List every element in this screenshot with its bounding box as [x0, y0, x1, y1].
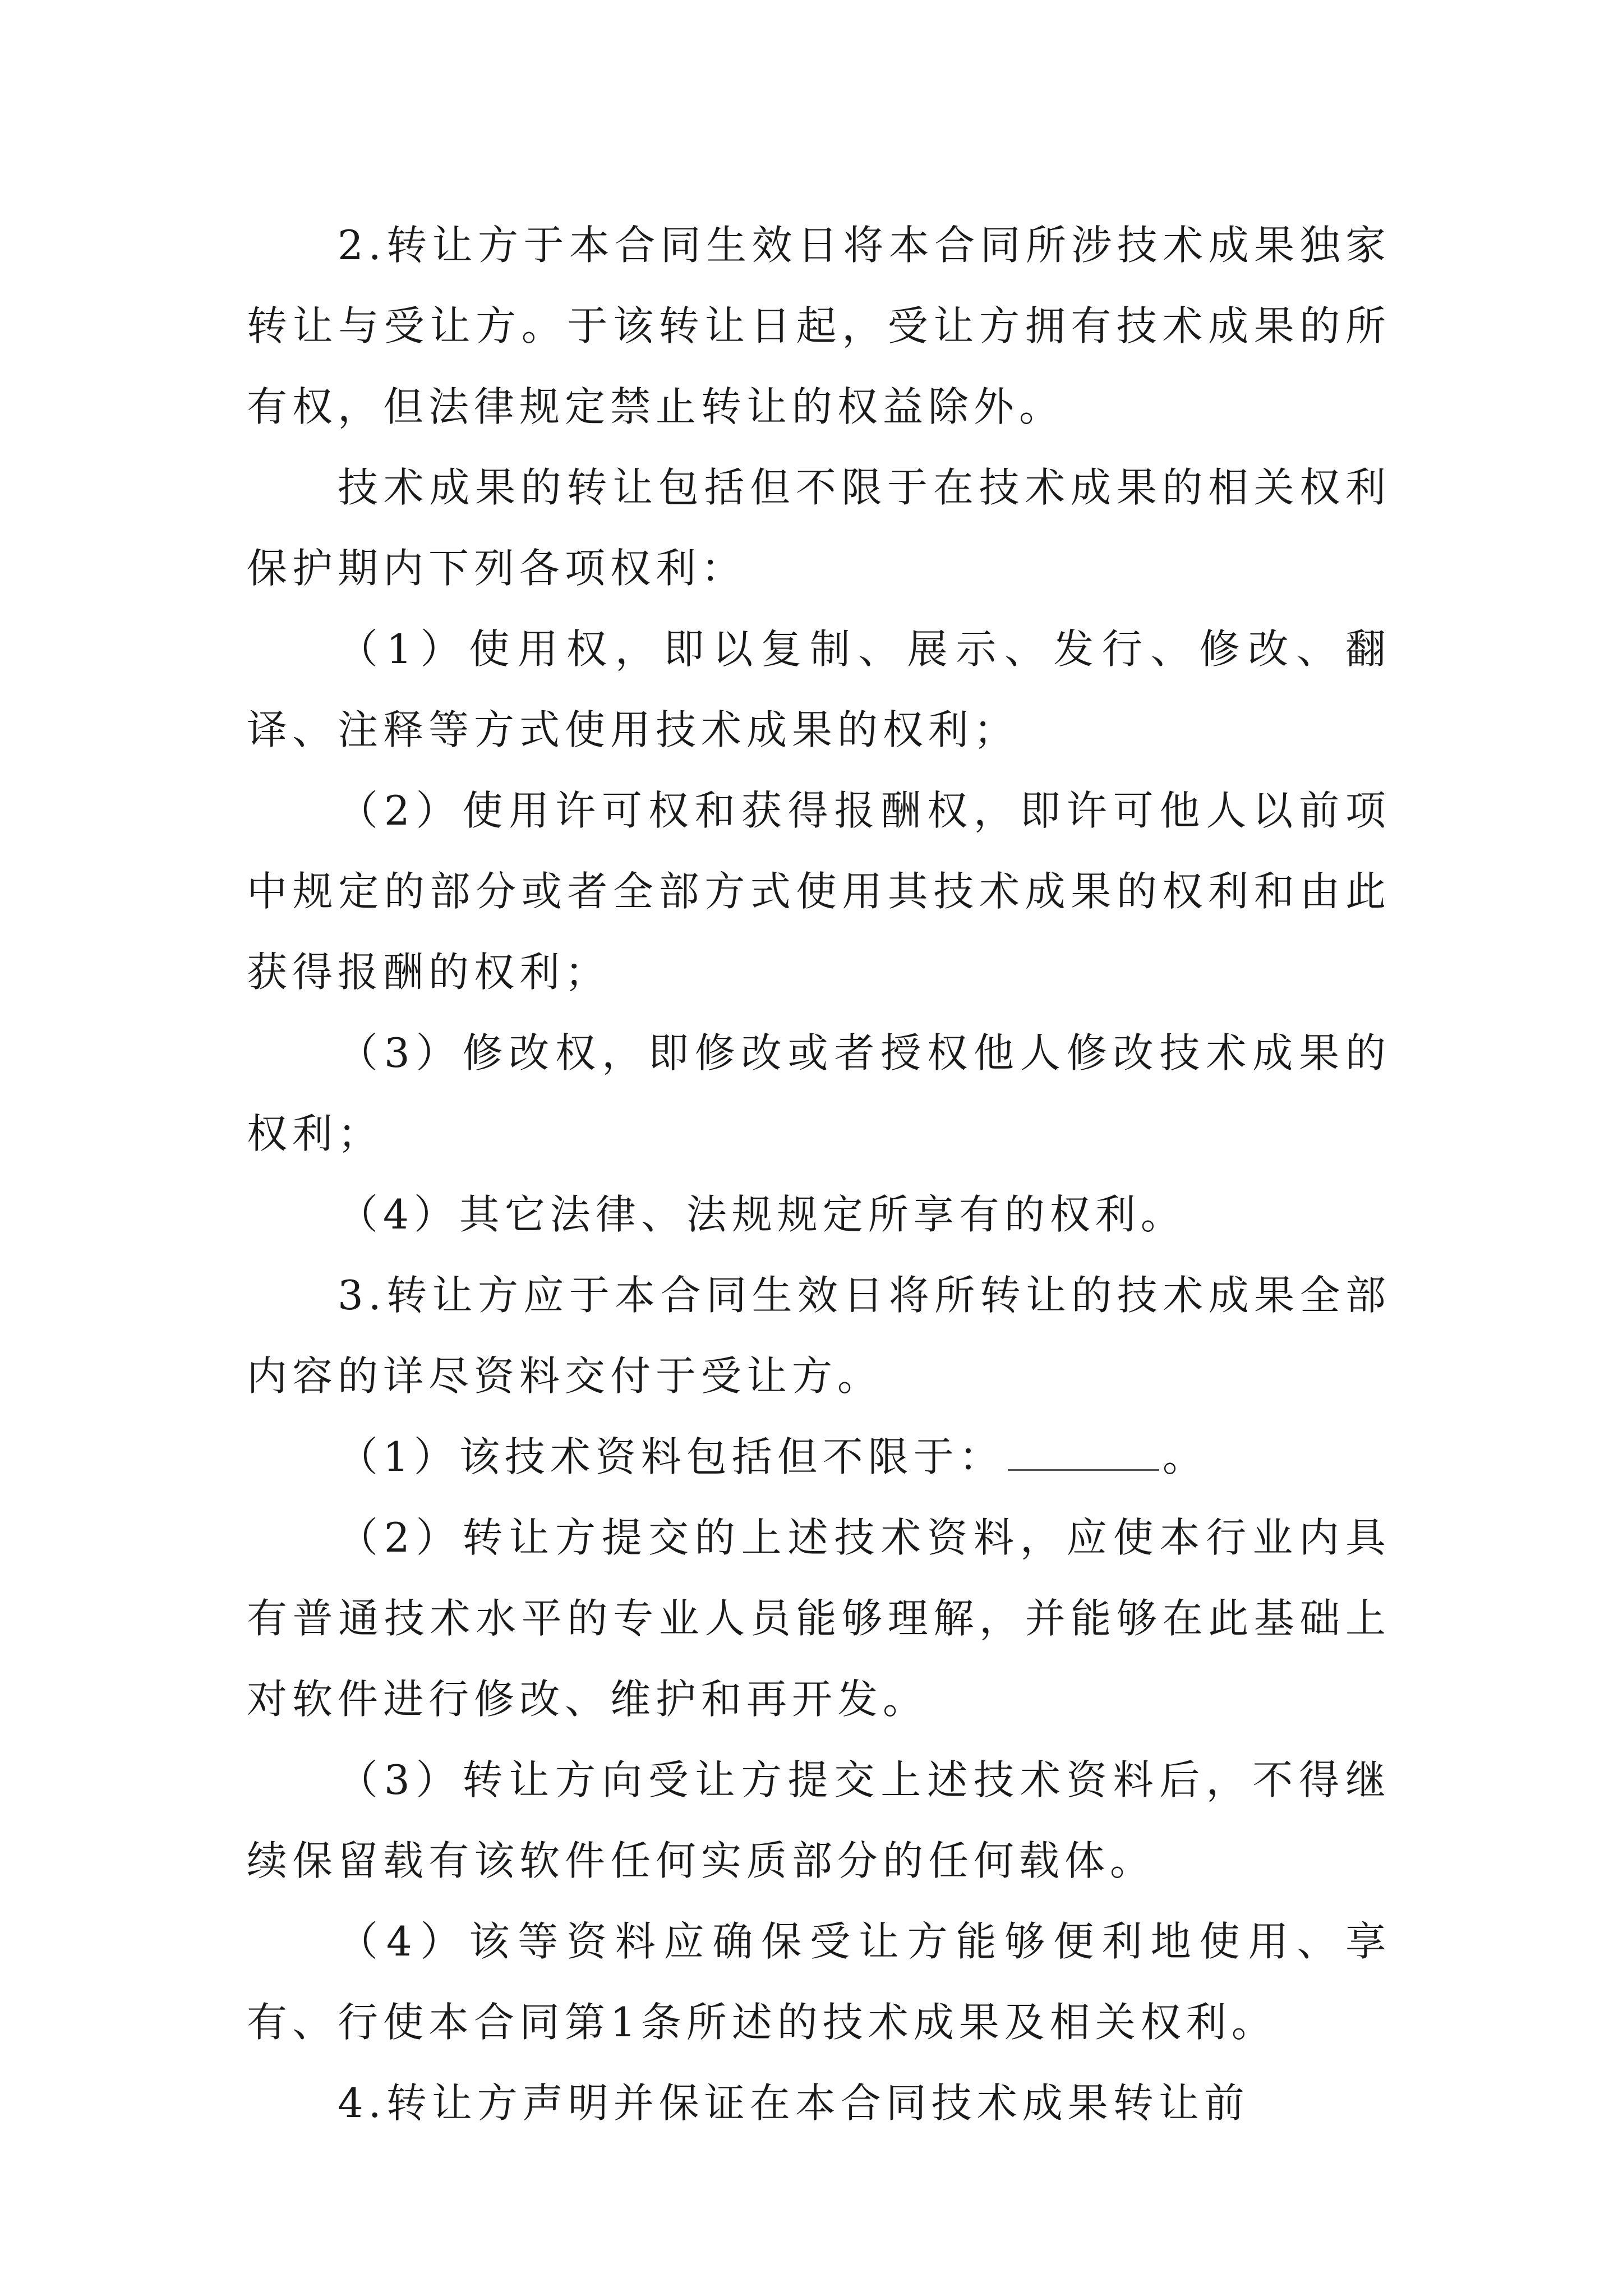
right-item-1: （1）使用权，即以复制、展示、发行、修改、翻译、注释等方式使用技术成果的权利；	[247, 625, 1391, 753]
materials-item-1-end: 。	[1162, 1433, 1208, 1480]
clause-3-paragraph: 3.转让方应于本合同生效日将所转让的技术成果全部内容的详尽资料交付于受让方。	[247, 1272, 1391, 1400]
right-item-4: （4）其它法律、法规规定所享有的权利。	[338, 1191, 1186, 1238]
contract-body	[247, 205, 1391, 2143]
right-item-3: （3）修改权，即修改或者授权他人修改技术成果的权利；	[247, 1029, 1391, 1157]
materials-item-1-text: （1）该技术资料包括但不限于：	[338, 1433, 1004, 1480]
fill-in-blank[interactable]	[1008, 1435, 1159, 1471]
right-item-2: （2）使用许可权和获得报酬权，即许可他人以前项中规定的部分或者全部方式使用其技术成果的权利和由此获得报酬的权利；	[247, 787, 1391, 996]
materials-item-4: （4）该等资料应确保受让方能够便利地使用、享有、行使本合同第1条所述的技术成果及相关权利。	[247, 1918, 1391, 2046]
rights-intro-paragraph: 技术成果的转让包括但不限于在技术成果的相关权利保护期内下列各项权利：	[247, 464, 1391, 592]
clause-2-paragraph: 2.转让方于本合同生效日将本合同所涉技术成果独家转让与受让方。于该转让日起，受让方拥有技术成果的所有权，但法律规定禁止转让的权益除外。	[247, 222, 1391, 430]
materials-item-2: （2）转让方提交的上述技术资料，应使本行业内具有普通技术水平的专业人员能够理解，并能够在此基础上对软件进行修改、维护和再开发。	[247, 1514, 1391, 1723]
clause-4-paragraph: 4.转让方声明并保证在本合同技术成果转让前	[338, 2079, 1249, 2127]
materials-item-1	[247, 1416, 1391, 1497]
materials-item-3: （3）转让方向受让方提交上述技术资料后，不得继续保留载有该软件任何实质部分的任何载体。	[247, 1756, 1391, 1884]
